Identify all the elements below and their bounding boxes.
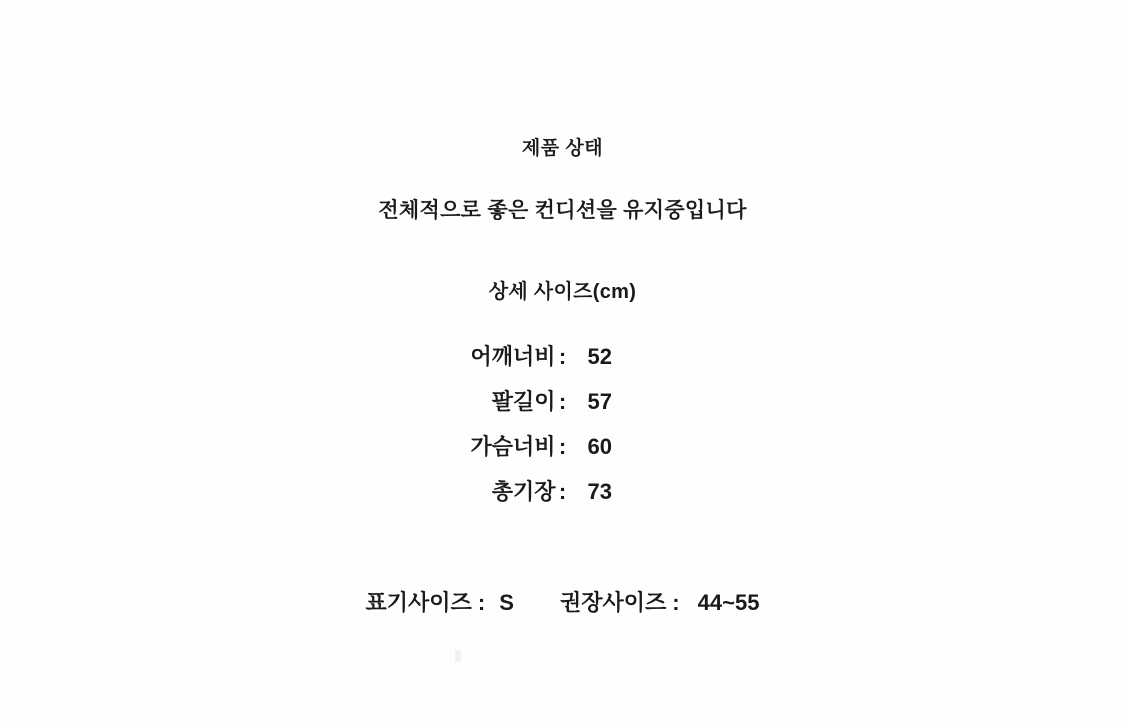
measurement-row [0,475,1125,520]
measurement-value: 52 [587,344,612,369]
measurement-label: 가슴너비 [470,434,556,459]
measurement-value: 60 [587,434,612,459]
size-section-title: 상세 사이즈(cm) [488,281,637,303]
measurement-value: 57 [587,389,612,414]
measurement-list [0,340,1125,520]
measurement-row [0,340,1125,385]
measurement-label: 총기장 [491,479,556,504]
measurement-label: 어깨너비 [470,344,556,369]
size-summary [0,586,1125,617]
measurement-label: 팔길이 [491,389,556,414]
measurement-colon: : [558,344,567,369]
marked-size-label: 표기사이즈 : [365,590,486,615]
measurement-colon: : [558,434,567,459]
condition-description: 전체적으로 좋은 컨디션을 유지중입니다 [378,199,747,222]
faint-artifact [455,650,461,662]
measurement-colon: : [558,479,567,504]
marked-size-value: S [499,590,514,615]
measurement-row [0,385,1125,430]
measurement-row [0,430,1125,475]
condition-heading: 제품 상태 [521,138,604,159]
measurement-colon: : [558,389,567,414]
measurement-value: 73 [587,479,612,504]
recommended-size-label: 권장사이즈 : [559,590,680,615]
recommended-size-value: 44~55 [697,590,760,615]
